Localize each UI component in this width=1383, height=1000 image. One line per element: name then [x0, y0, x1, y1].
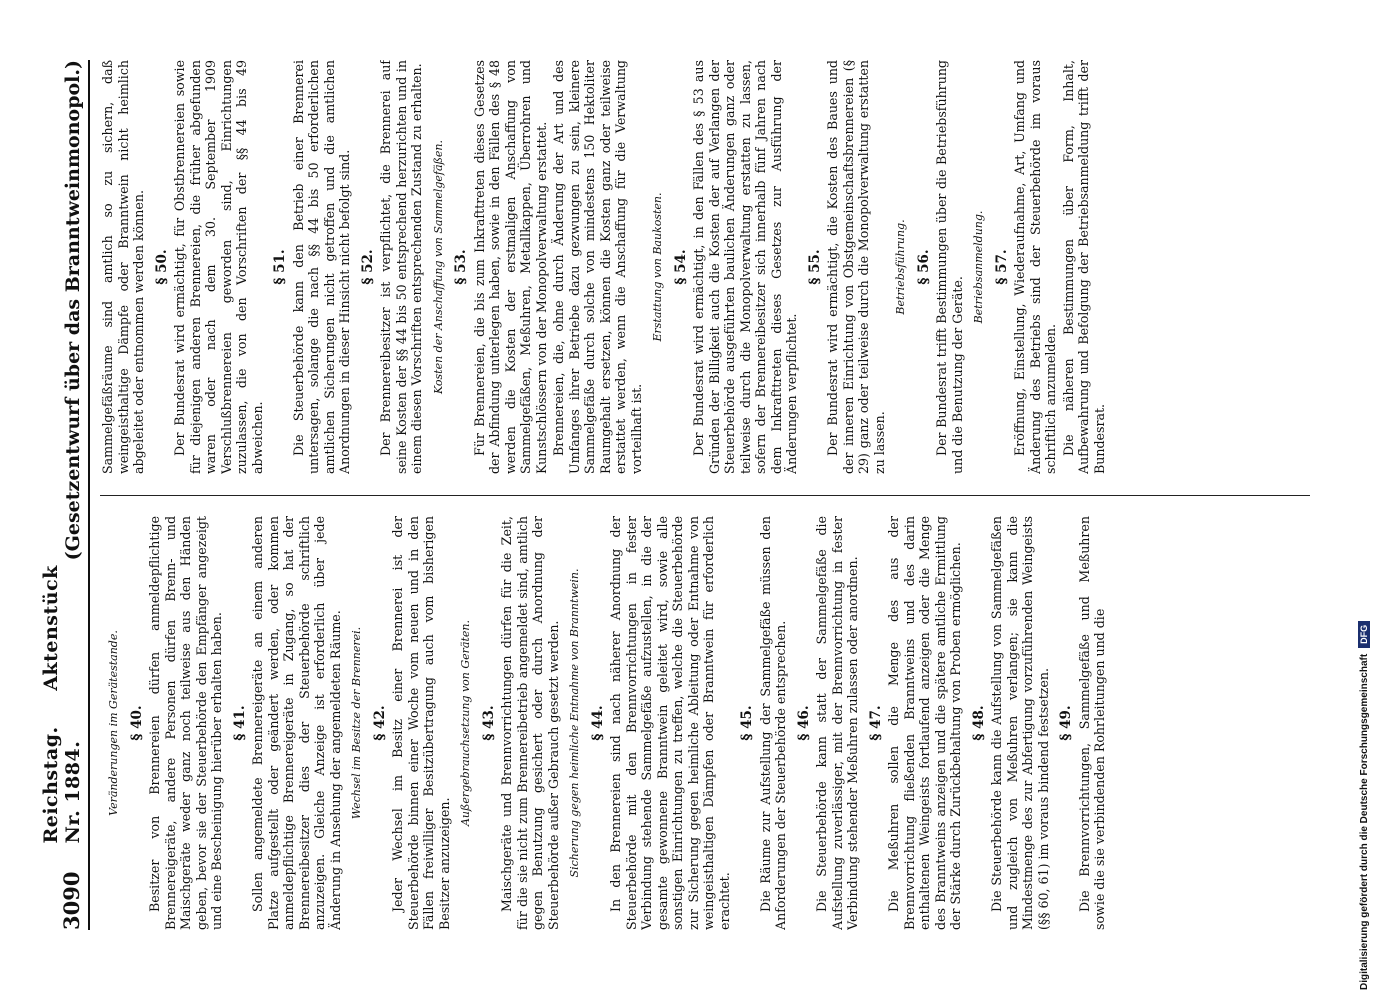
- header-title: [40, 560, 84, 843]
- header-title-mid: Aktenstück Nr. 1884.: [40, 565, 84, 844]
- paragraph-number: § 43.: [480, 705, 497, 741]
- body-text: Der Bundesrat wird ermächtigt, in den Fällen des § 53 aus Gründen der Billigkeit auch die Kosten der auf Verlangen der Steuerbehörde ausgeführten baulichen Änderungen ganz oder teilweise durch die Monopolverwaltung erstatten zu lassen, sofern der Brennereibesitzer sich innerhalb fünf Jahren nach dem Inkrafttreten dieses Gesetzes zur Ausführung der Änderungen verpflichtet.: [691, 60, 799, 474]
- document-page: [40, 60, 1370, 930]
- body-text: Die Steuerbehörde kann den Betrieb einer Brennerei untersagen, solange die nach §§ 44 bis 50 erforderlichen amtlichen Sicherungen nicht getroffen und die amtlichen Anordnungen in dieser Hinsicht nicht befolgt sind.: [290, 60, 352, 474]
- section-heading: Wechsel im Besitze der Brennerei.: [350, 626, 363, 820]
- digitization-credit: [1358, 621, 1370, 990]
- header-title-left: Reichstag.: [40, 726, 62, 844]
- page-header: [40, 60, 90, 930]
- body-text: Der Brennereibesitzer ist verpflichtet, die Brennerei auf seine Kosten der §§ 44 bis 50 entsprechend herzurichten und in einem diesen Vorschriften entsprechenden Zustand zu erhalten.: [378, 60, 424, 474]
- body-text: Die Steuerbehörde kann statt der Sammelgefäße die Aufstellung zuverlässiger, mit der Brennvorrichtung in fester Verbindung stehender Meßuhren zulassen oder anordnen.: [814, 516, 860, 930]
- paragraph-number: § 46.: [795, 705, 812, 741]
- body-text: Die Steuerbehörde kann die Aufstellung von Sammelgefäßen und zugleich von Meßuhren verlangen; sie kann die Mindestmenge des zur Abfertigung vorzuführenden Weingeists (§§ 60, 61) im voraus bindend festsetzen.: [989, 516, 1051, 930]
- section-heading: Betriebsführung.: [894, 219, 907, 315]
- paragraph-number: § 50.: [153, 249, 170, 285]
- paragraph-number: § 48.: [970, 705, 987, 741]
- paragraph-number: § 42.: [371, 705, 388, 741]
- section-heading: Veränderungen im Gerätestande.: [107, 630, 120, 816]
- paragraph-number: § 45.: [739, 705, 755, 741]
- paragraph-number: § 54.: [672, 249, 689, 285]
- body-text: Sollen angemeldete Brennereigeräte an einem anderen Platze aufgestellt oder geändert werden, oder kommen anmeldepflichtige Brennereigeräte in Zugang, so hat der Brennereibesitzer dies der Steuerbehörde schriftlich anzuzeigen. Gleiche Anzeige ist erforderlich über jede Änderung in Ansehung der angemeldeten Räume.: [250, 516, 343, 930]
- body-text: Der Bundesrat trifft Bestimmungen über die Betriebsführung und die Benutzung der Geräte.: [934, 60, 965, 474]
- credit-text: Digitalisierung gefördert durch die Deutsche Forschungsgemeinschaft: [1358, 653, 1370, 990]
- paragraph-number: § 41.: [231, 705, 248, 741]
- section-heading: Außergebrauchsetzung von Geräten.: [459, 620, 472, 827]
- section-heading: Kosten der Anschaffung von Sammelgefäßen.: [431, 140, 445, 395]
- column-divider: [100, 495, 1310, 496]
- body-text: Besitzer von Brennereien dürfen anmeldepflichtige Brennereigeräte, andere Personen dürfen Brenn- und Maischgeräte weder ganz noch teilweise aus den Händen geben, bevor sie der Steuerbehörde den Empfänger angezeigt und eine Bescheinigung hierüber erhalten haben.: [147, 516, 224, 930]
- body-text: Eröffnung, Einstellung, Wiederaufnahme, Art, Umfang und Änderung des Betriebs sind der Steuerbehörde im voraus schriftlich anzumelden.: [1012, 60, 1058, 474]
- body-text: Die näheren Bestimmungen über Form, Inhalt, Aufbewahrung und Befolgung der Betriebsanmeldung trifft der Bundesrat.: [1060, 60, 1107, 474]
- body-text: Brennereien, die, ohne durch Änderung der Art und des Umfanges ihrer Betriebe dazu gezwungen zu sein, kleinere Sammelgefäße durch solche von mindestens 150 Hektoliter Raumgehalt ersetzen, können die Kosten ganz oder teilweise erstattet werden, wenn die Anschaffung für die Verwaltung vorteilhaft ist.: [551, 60, 644, 474]
- body-text: Der Bundesrat wird ermächtigt, die Kosten des Baues und der inneren Einrichtung von Obstgemeinschaftsbrennereien (§ 29) ganz oder teilweise durch die Monopolverwaltung erstatten zu lassen.: [825, 60, 887, 474]
- body-text: Für Brennereien, die bis zum Inkrafttreten dieses Gesetzes der Abfindung unterlegen haben, sowie in den Fällen des § 48 werden die Kosten der erstmaligen Anschaffung von Sammelgefäßen, Meßuhren, Metallkappen, Überrohren und Kunstschlössern von der Monopolverwaltung erstattet.: [471, 60, 549, 474]
- paragraph-number: § 44.: [589, 705, 606, 741]
- paragraph-number: § 49.: [1058, 705, 1074, 741]
- body-text: Sammelgefäßräume sind amtlich so zu sichern, daß weingeisthaltige Dämpfe oder Branntwein nicht heimlich abgeleitet oder entnommen werden können.: [100, 60, 146, 474]
- body-text: Die Räume zur Aufstellung der Sammelgefäße müssen den Anforderungen der Steuerbehörde entsprechen.: [757, 516, 788, 930]
- paragraph-number: § 57.: [993, 249, 1010, 285]
- page-number: 3090: [59, 871, 84, 930]
- paragraph-number: § 51.: [272, 249, 288, 285]
- body-text: Maischgeräte und Brennvorrichtungen dürfen für die Zeit, für die sie nicht zum Brennereibetrieb angemeldet sind, amtlich gegen Benutzung gesichert oder durch Anordnung der Steuerbehörde außer Gebrauch gesetzt werden.: [499, 516, 561, 930]
- paragraph-number: § 40.: [128, 705, 145, 741]
- paragraph-number: § 55.: [806, 249, 823, 285]
- body-text: Der Bundesrat wird ermächtigt, für Obstbrennereien sowie für diejenigen anderen Brennereien, die früher abgefunden waren oder nach dem 30. September 1909 Verschlußbrennereien geworden sind, Einrichtungen zuzulassen, die von den Vorschriften der §§ 44 bis 49 abweichen.: [172, 60, 265, 474]
- section-heading: Erstattung von Baukosten.: [651, 192, 664, 342]
- paragraph-number: § 52.: [359, 249, 376, 285]
- body-text: Jeder Wechsel im Besitz einer Brennerei ist der Steuerbehörde binnen einer Woche vom neuen und in den Fällen freiwilliger Besitzübertragung auch vom bisherigen Besitzer anzuzeigen.: [390, 516, 452, 930]
- body-text: In den Brennereien sind nach näherer Anordnung der Steuerbehörde mit den Brennvorrichtungen in fester Verbindung stehende Sammelgefäße aufzustellen, in die der gesamte gewonnene Branntwein geleitet wird, sowie alle sonstigen Einrichtungen zu treffen, welche die Steuerbehörde zur Sicherung gegen heimliche Ableitung oder Entnahme von weingeisthaltigen Dämpfen oder Branntwein für erforderlich erachtet.: [608, 516, 732, 930]
- section-heading: Sicherung gegen heimliche Entnahme von Branntwein.: [568, 568, 581, 878]
- body-text: Die Brennvorrichtungen, Sammelgefäße und Meßuhren sowie die sie verbindenden Rohrleitungen und die: [1076, 516, 1107, 930]
- dfg-logo: DFG: [1358, 621, 1370, 648]
- header-title-right: (Gesetzentwurf über das Branntweinmonopol.): [62, 60, 84, 561]
- left-column: [100, 516, 1340, 930]
- section-heading: Betriebsanmeldung.: [972, 210, 985, 324]
- paragraph-number: § 53.: [453, 249, 469, 285]
- body-text: Die Meßuhren sollen die Menge des aus der Brennvorrichtung fließenden Branntweins und des darin enthaltenen Weingeists fortlaufend anzeigen oder die Menge des Branntweins anzeigen und die spätere amtliche Ermittlung der Stärke durch Zurückbehaltung von Proben ermöglichen.: [886, 516, 963, 930]
- paragraph-number: § 56.: [915, 249, 932, 285]
- right-column: [100, 60, 1340, 474]
- paragraph-number: § 47.: [867, 705, 884, 741]
